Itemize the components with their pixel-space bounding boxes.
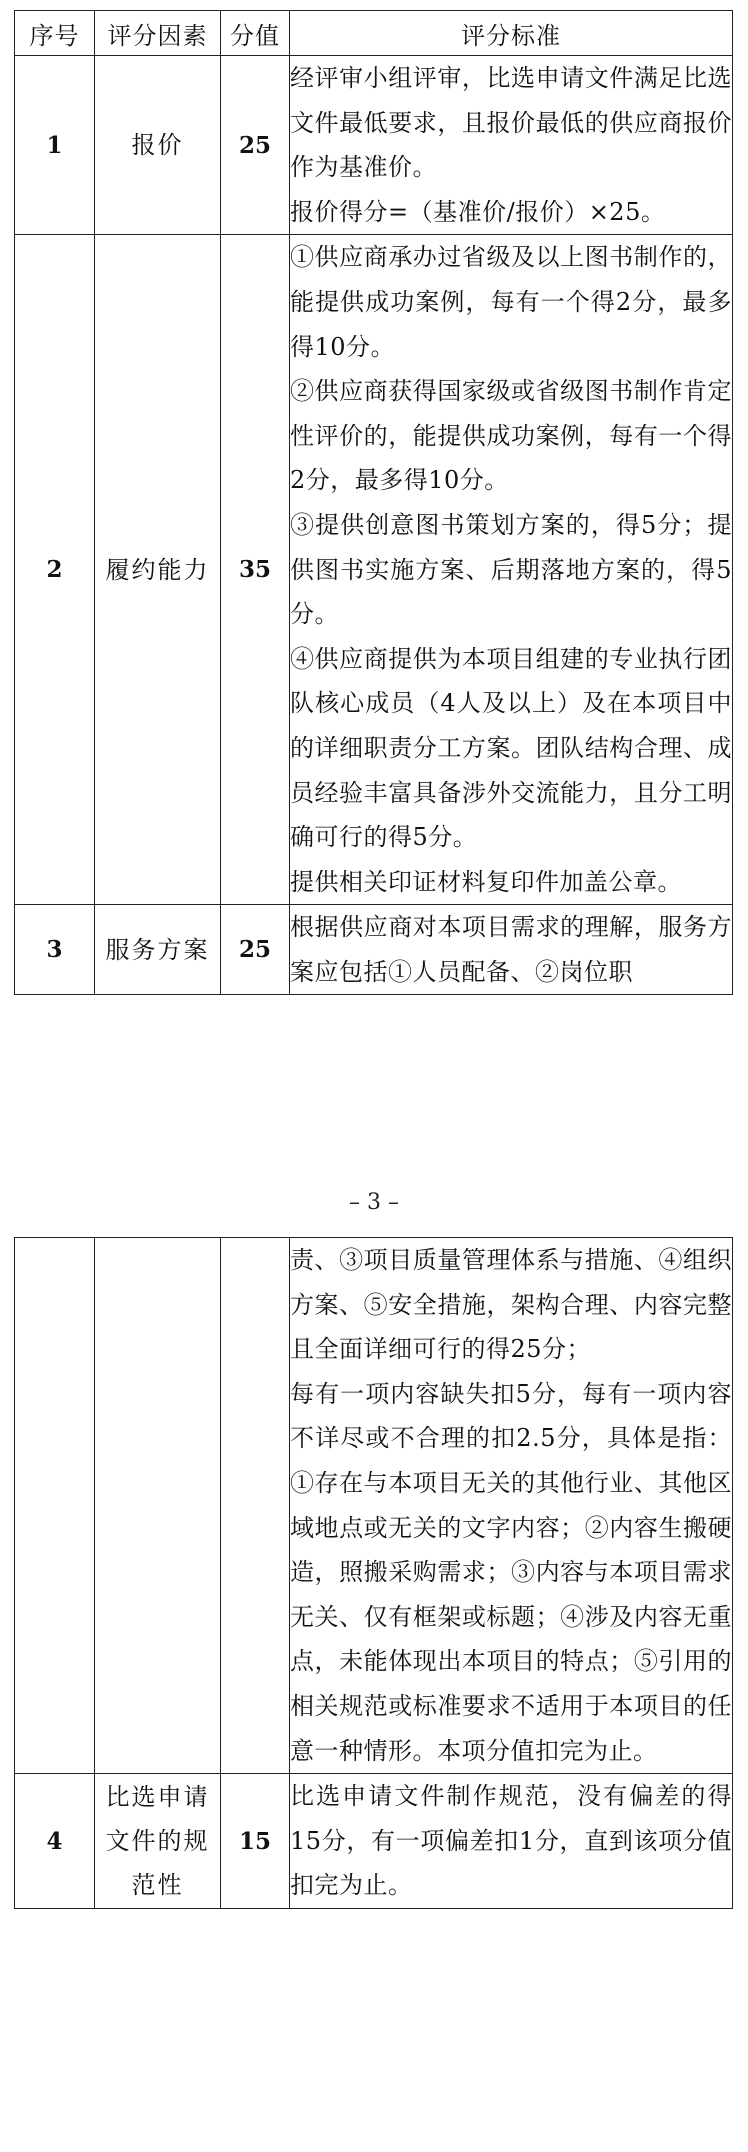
table-header-row xyxy=(15,11,733,56)
row-3-factor: 服务方案 xyxy=(95,905,221,995)
row-3-cont-score xyxy=(221,1238,290,1774)
row-2-criteria-para-4: ④供应商提供为本项目组建的专业执行团队核心成员（4人及以上）及在本项目中的详细职责分工方案。团队结构合理、成员经验丰富具备涉外交流能力，且分工明确可行的得5分。 xyxy=(290,644,732,852)
row-2-factor: 履约能力 xyxy=(95,235,221,905)
row-2-criteria-para-2: ②供应商获得国家级或省级图书制作肯定性评价的，能提供成功案例，每有一个得2分，最多得10分。 xyxy=(290,377,732,495)
row-1-criteria-para-2: 报价得分=（基准价/报价）×25。 xyxy=(290,197,666,226)
row-3-cont-factor xyxy=(95,1238,221,1774)
table-row-4 xyxy=(15,1774,733,1909)
table-row-3 xyxy=(15,905,733,995)
row-3-cont-no xyxy=(15,1238,95,1774)
row-3-criteria-part1 xyxy=(290,905,733,995)
row-3-criteria-para-1: 根据供应商对本项目需求的理解，服务方案应包括①人员配备、②岗位职 xyxy=(290,913,732,986)
row-2-criteria-para-1: ①供应商承办过省级及以上图书制作的，能提供成功案例，每有一个得2分，最多得10分。 xyxy=(290,243,732,361)
table-row-2 xyxy=(15,235,733,905)
row-1-factor: 报价 xyxy=(95,56,221,235)
page-number: – 3 – xyxy=(349,1190,399,1215)
table-row-1 xyxy=(15,56,733,235)
row-1-criteria-para-1: 经评审小组评审，比选申请文件满足比选文件最低要求，且报价最低的供应商报价作为基准价。 xyxy=(290,64,732,182)
row-3-criteria-para-2: 责、③项目质量管理体系与措施、④组织方案、⑤安全措施，架构合理、内容完整且全面详细可行的得25分； xyxy=(290,1246,732,1364)
header-score: 分值 xyxy=(221,11,290,56)
row-3-score: 25 xyxy=(221,905,290,995)
row-3-criteria-part2 xyxy=(290,1238,733,1774)
row-3-no: 3 xyxy=(15,905,95,995)
row-4-score: 15 xyxy=(221,1774,290,1909)
row-2-criteria-para-5: 提供相关印证材料复印件加盖公章。 xyxy=(290,867,682,896)
row-3-criteria-para-3: 每有一项内容缺失扣5分，每有一项内容不详尽或不合理的扣2.5分，具体是指：①存在与本项目无关的其他行业、其他区域地点或无关的文字内容；②内容生搬硬造，照搬采购需求；③内容与本项目需求无关、仅有框架或标题；④涉及内容无重点，未能体现出本项目的特点；⑤引用的相关规范或标准要求不适用于本项目的任意一种情形。本项分值扣完为止。 xyxy=(290,1379,732,1765)
row-2-no: 2 xyxy=(15,235,95,905)
row-2-score: 35 xyxy=(221,235,290,905)
scoring-table-part2 xyxy=(14,1237,733,1909)
header-no: 序号 xyxy=(15,11,95,56)
row-1-no: 1 xyxy=(15,56,95,235)
row-1-criteria xyxy=(290,56,733,235)
row-4-factor: 比选申请文件的规范性 xyxy=(95,1774,221,1909)
row-1-score: 25 xyxy=(221,56,290,235)
table-row-3-continued xyxy=(15,1238,733,1774)
row-2-criteria-para-3: ③提供创意图书策划方案的，得5分；提供图书实施方案、后期落地方案的，得5分。 xyxy=(290,510,732,629)
header-criteria: 评分标准 xyxy=(290,11,733,56)
row-4-criteria-para-1: 比选申请文件制作规范，没有偏差的得15分，有一项偏差扣1分，直到该项分值扣完为止。 xyxy=(290,1782,732,1900)
row-4-no: 4 xyxy=(15,1774,95,1909)
header-factor: 评分因素 xyxy=(95,11,221,56)
scoring-table-part1 xyxy=(14,10,733,995)
row-2-criteria xyxy=(290,235,733,905)
row-4-criteria xyxy=(290,1774,733,1909)
